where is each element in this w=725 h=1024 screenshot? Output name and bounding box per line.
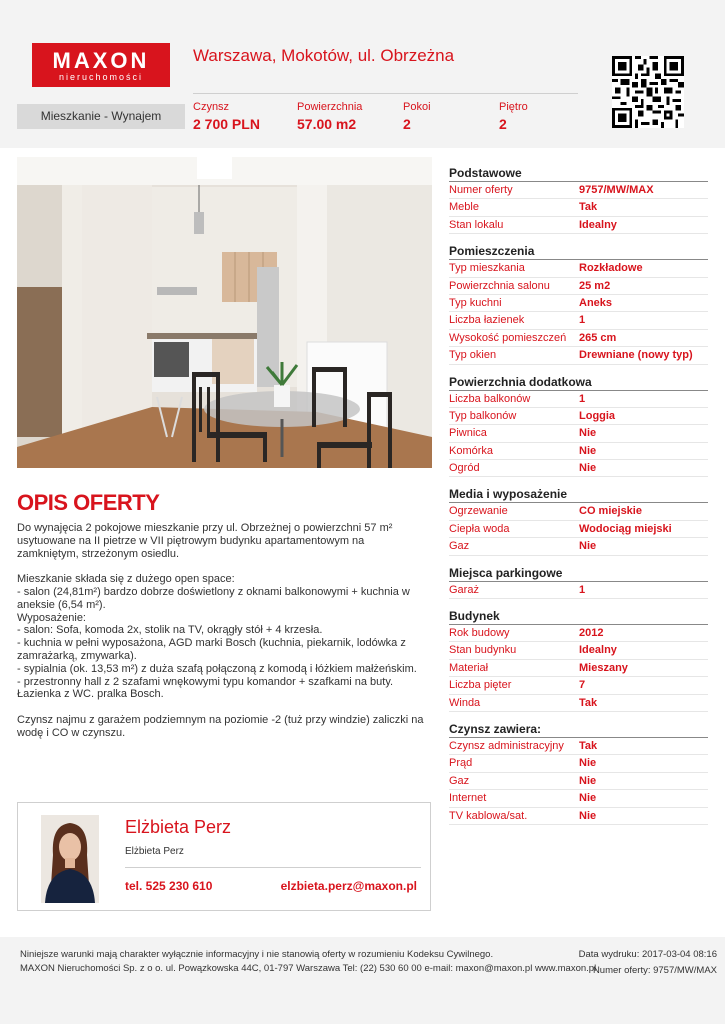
stat-label: Powierzchnia	[297, 101, 363, 113]
detail-value: Rozkładowe	[579, 262, 643, 275]
detail-row	[449, 808, 708, 825]
detail-key: Stan budynku	[449, 644, 517, 657]
detail-value: 7	[579, 679, 586, 692]
stat-label: Pokoi	[403, 101, 431, 113]
detail-row	[449, 330, 708, 347]
detail-row	[449, 677, 708, 694]
detail-value: 9757/MW/MAX	[579, 184, 654, 196]
detail-key: Komórka	[449, 444, 494, 457]
detail-key: Typ balkonów	[449, 409, 517, 422]
agent-email-link[interactable]: elzbieta.perz@maxon.pl	[280, 879, 417, 893]
detail-value: Nie	[579, 792, 597, 805]
detail-value: Loggia	[579, 409, 616, 422]
detail-row	[449, 642, 708, 659]
stat-rent	[193, 101, 260, 132]
maxon-logo[interactable]	[32, 43, 170, 87]
detail-row	[449, 443, 708, 460]
detail-row	[449, 503, 708, 520]
detail-row	[449, 425, 708, 442]
detail-key: Stan lokalu	[449, 218, 504, 231]
detail-row	[449, 260, 708, 277]
detail-key: Ogród	[449, 462, 480, 475]
section-title: Podstawowe	[449, 166, 708, 182]
detail-key: Typ mieszkania	[449, 262, 525, 275]
detail-value: Mieszany	[579, 661, 628, 674]
stat-area	[297, 101, 362, 132]
detail-value: Tak	[579, 739, 598, 752]
detail-row	[449, 660, 708, 677]
agent-divider	[125, 867, 421, 868]
detail-row	[449, 790, 708, 807]
agent-card	[17, 802, 431, 911]
header-divider	[193, 93, 578, 94]
detail-row	[449, 391, 708, 408]
detail-value: Nie	[579, 809, 597, 822]
detail-key: Powierzchnia salonu	[449, 279, 550, 292]
detail-row	[449, 521, 708, 538]
footer-disclaimer: Niniejsze warunki mają charakter wyłącznie informacyjny i nie stanowią oferty w rozumieniu Kodeksu Cywilnego.	[20, 949, 494, 960]
detail-key: Meble	[449, 201, 479, 214]
property-photo[interactable]	[17, 157, 432, 468]
detail-row	[449, 625, 708, 642]
detail-value: Tak	[579, 696, 598, 709]
detail-value: Idealny	[579, 218, 617, 231]
detail-key: Typ okien	[449, 349, 497, 362]
detail-key: Ciepła woda	[449, 522, 510, 535]
detail-row	[449, 695, 708, 712]
detail-row	[449, 217, 708, 234]
detail-value: CO miejskie	[579, 505, 642, 518]
agent-phone-link[interactable]: tel. 525 230 610	[125, 879, 213, 893]
header	[0, 0, 725, 148]
detail-value: Wodociąg miejski	[579, 522, 672, 535]
detail-value: Nie	[579, 444, 597, 457]
detail-row	[449, 278, 708, 295]
section-title: Media i wyposażenie	[449, 487, 708, 503]
detail-value: Nie	[579, 427, 597, 440]
section-title: Pomieszczenia	[449, 244, 708, 260]
detail-key: Typ kuchni	[449, 296, 502, 309]
detail-row	[449, 182, 708, 199]
detail-row	[449, 738, 708, 755]
detail-value: Tak	[579, 201, 598, 214]
detail-value: Nie	[579, 774, 597, 787]
stat-value: 57.00 m2	[297, 116, 357, 132]
description-text: Do wynajęcia 2 pokojowe mieszkanie przy ul. Obrzeżnej o powierzchni 57 m² usytuowane na II pietrze w VII piętrowym budynku apartamentowym na zamkniętym, strzeżonym osiedlu. Mieszkanie składa się z dużego open space: - salon (24,81m²) bardzo dobrze doświetlony z oknami balkonowymi + kuchnia w aneksie (6,54 m²). Wyposażenie: - salon: Sofa, komoda 2x, stolik na TV, okrągły stół + 4 krzesła. - kuchnia w pełni wyposażona, AGD marki Bosch (kuchnia, piekarnik, lodówka z zamrażarką, zmywarka). - sypialnia (ok. 13,53 m²) z duża szafą połączoną z komodą i łóżkiem małżeńskim. - przestronny hall z 2 szafami wnękowymi typu komandor + szafkami na buty. Łazienka z WC. pralka Bosch. Czynsz najmu z garażem podziemnym na poziomie -2 (tuż przy windzie) zaliczki na wodę i CO w czynszu.	[17, 522, 424, 739]
detail-value: 1	[579, 314, 586, 327]
section-title: Czynsz zawiera:	[449, 722, 708, 738]
stat-label: Piętro	[499, 101, 528, 113]
agent-subtitle: Elżbieta Perz	[125, 846, 184, 857]
detail-key: Gaz	[449, 540, 470, 553]
detail-key: Wysokość pomieszczeń	[449, 331, 567, 344]
detail-key: Internet	[449, 792, 487, 805]
detail-row	[449, 408, 708, 425]
detail-row	[449, 295, 708, 312]
detail-row	[449, 460, 708, 477]
detail-value: Idealny	[579, 644, 617, 657]
detail-value: Nie	[579, 462, 597, 475]
detail-row	[449, 347, 708, 364]
property-address: Warszawa, Mokotów, ul. Obrzeżna	[193, 46, 455, 65]
detail-row	[449, 755, 708, 772]
detail-key: Garaż	[449, 583, 479, 596]
property-type-badge: Mieszkanie - Wynajem	[17, 104, 185, 129]
detail-value: 265 cm	[579, 331, 617, 344]
detail-row	[449, 582, 708, 599]
detail-row	[449, 312, 708, 329]
stat-label: Czynsz	[193, 101, 230, 113]
detail-value: Aneks	[579, 296, 613, 309]
footer-company-info: MAXON Nieruchomości Sp. z o o. ul. Powązkowska 44C, 01-797 Warszawa Tel: (22) 530 60 00 e-mail: maxon@maxon.pl www.maxon.pl	[20, 963, 597, 974]
section-title: Budynek	[449, 609, 708, 625]
agent-name: Elżbieta Perz	[125, 817, 232, 837]
stat-rooms	[403, 101, 431, 132]
stat-value: 2	[403, 116, 411, 132]
detail-row	[449, 538, 708, 555]
detail-key: Winda	[449, 696, 481, 709]
stat-value: 2	[499, 116, 507, 132]
stat-floor	[499, 101, 528, 132]
logo-wordmark: MAXON	[52, 48, 150, 73]
logo-tagline: nieruchomości	[58, 72, 144, 82]
detail-key: Liczba balkonów	[449, 392, 531, 405]
detail-key: Gaz	[449, 774, 470, 787]
detail-value: 25 m2	[579, 279, 611, 292]
section-title: Miejsca parkingowe	[449, 566, 708, 582]
detail-key: Prąd	[449, 757, 473, 770]
detail-key: Czynsz administracyjny	[449, 739, 564, 752]
detail-value: 1	[579, 583, 586, 596]
detail-key: Materiał	[449, 661, 489, 674]
detail-key: Numer oferty	[449, 184, 513, 196]
detail-key: Rok budowy	[449, 627, 510, 640]
detail-value: Nie	[579, 540, 597, 553]
detail-key: TV kablowa/sat.	[449, 809, 528, 822]
stat-value: 2 700 PLN	[193, 116, 260, 132]
agent-avatar	[41, 815, 99, 903]
property-details	[449, 166, 708, 825]
detail-value: 2012	[579, 627, 604, 640]
detail-key: Liczba łazienek	[449, 314, 525, 327]
detail-value: Drewniane (nowy typ)	[579, 349, 693, 362]
footer	[0, 937, 725, 1024]
detail-value: Nie	[579, 757, 597, 770]
detail-row	[449, 773, 708, 790]
detail-key: Ogrzewanie	[449, 505, 508, 518]
description-title: OPIS OFERTY	[17, 490, 160, 515]
detail-key: Piwnica	[449, 427, 487, 440]
detail-row	[449, 199, 708, 216]
footer-offer-number: Numer oferty: 9757/MW/MAX	[592, 965, 717, 976]
qr-code-icon[interactable]	[612, 56, 684, 128]
section-title: Powierzchnia dodatkowa	[449, 375, 708, 391]
detail-key: Liczba pięter	[449, 679, 512, 692]
footer-print-date: Data wydruku: 2017-03-04 08:16	[578, 949, 717, 960]
detail-value: 1	[579, 392, 586, 405]
